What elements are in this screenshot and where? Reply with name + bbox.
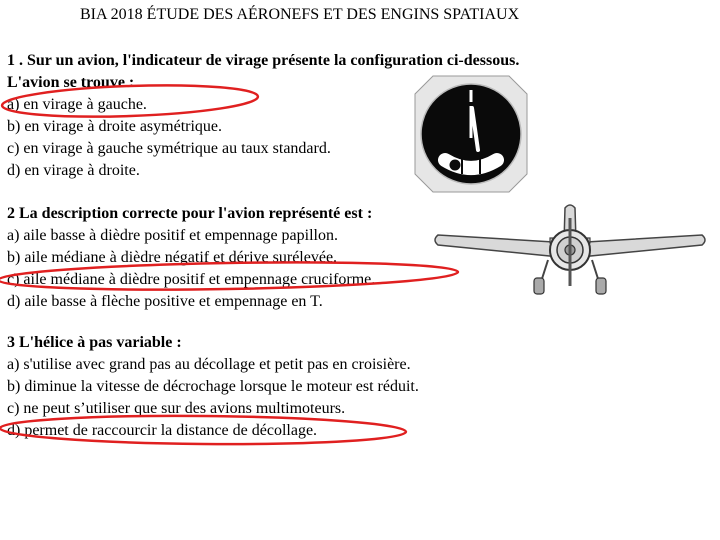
q1-answer-c: c) en virage à gauche symétrique au taux standard. xyxy=(7,140,331,157)
q3-answer-d: d) permet de raccourcir la distance de décollage. xyxy=(7,422,318,439)
q1-answer-a: a) en virage à gauche. xyxy=(7,96,147,113)
q1-answer-highlight xyxy=(2,82,259,121)
q2-answer-d: d) aile basse à flèche positive et empennage en T. xyxy=(7,293,323,310)
q3-answer-b: b) diminue la vitesse de décrochage lorsque le moteur est réduit. xyxy=(7,378,419,395)
q2-answer-highlight xyxy=(0,259,458,293)
q1-answer-d: d) en virage à droite. xyxy=(7,162,140,179)
page-title: BIA 2018 ÉTUDE DES AÉRONEFS ET DES ENGINS SPATIAUX xyxy=(80,6,520,23)
q2-answer-c: c) aile médiane à dièdre positif et empennage cruciforme. xyxy=(7,271,376,288)
q1-answer-b: b) en virage à droite asymétrique. xyxy=(7,118,223,135)
question-2-text: 2 La description correcte pour l'avion représenté est : xyxy=(7,205,373,222)
q3-answer-highlight xyxy=(0,414,406,446)
q2-answer-b: b) aile médiane à dièdre négatif et dérive surélevée. xyxy=(7,249,338,266)
question-1-text: 1 . Sur un avion, l'indicateur de virage présente la configuration ci-dessous. xyxy=(7,52,520,69)
q3-answer-c: c) ne peut s’utiliser que sur des avions multimoteurs. xyxy=(7,400,346,417)
q3-answer-a: a) s'utilise avec grand pas au décollage et petit pas en croisière. xyxy=(7,356,411,373)
question-1-lead: L'avion se trouve : xyxy=(7,74,135,91)
q2-answer-a: a) aile basse à dièdre positif et empennage papillon. xyxy=(7,227,338,244)
question-3-text: 3 L'hélice à pas variable : xyxy=(7,334,182,351)
